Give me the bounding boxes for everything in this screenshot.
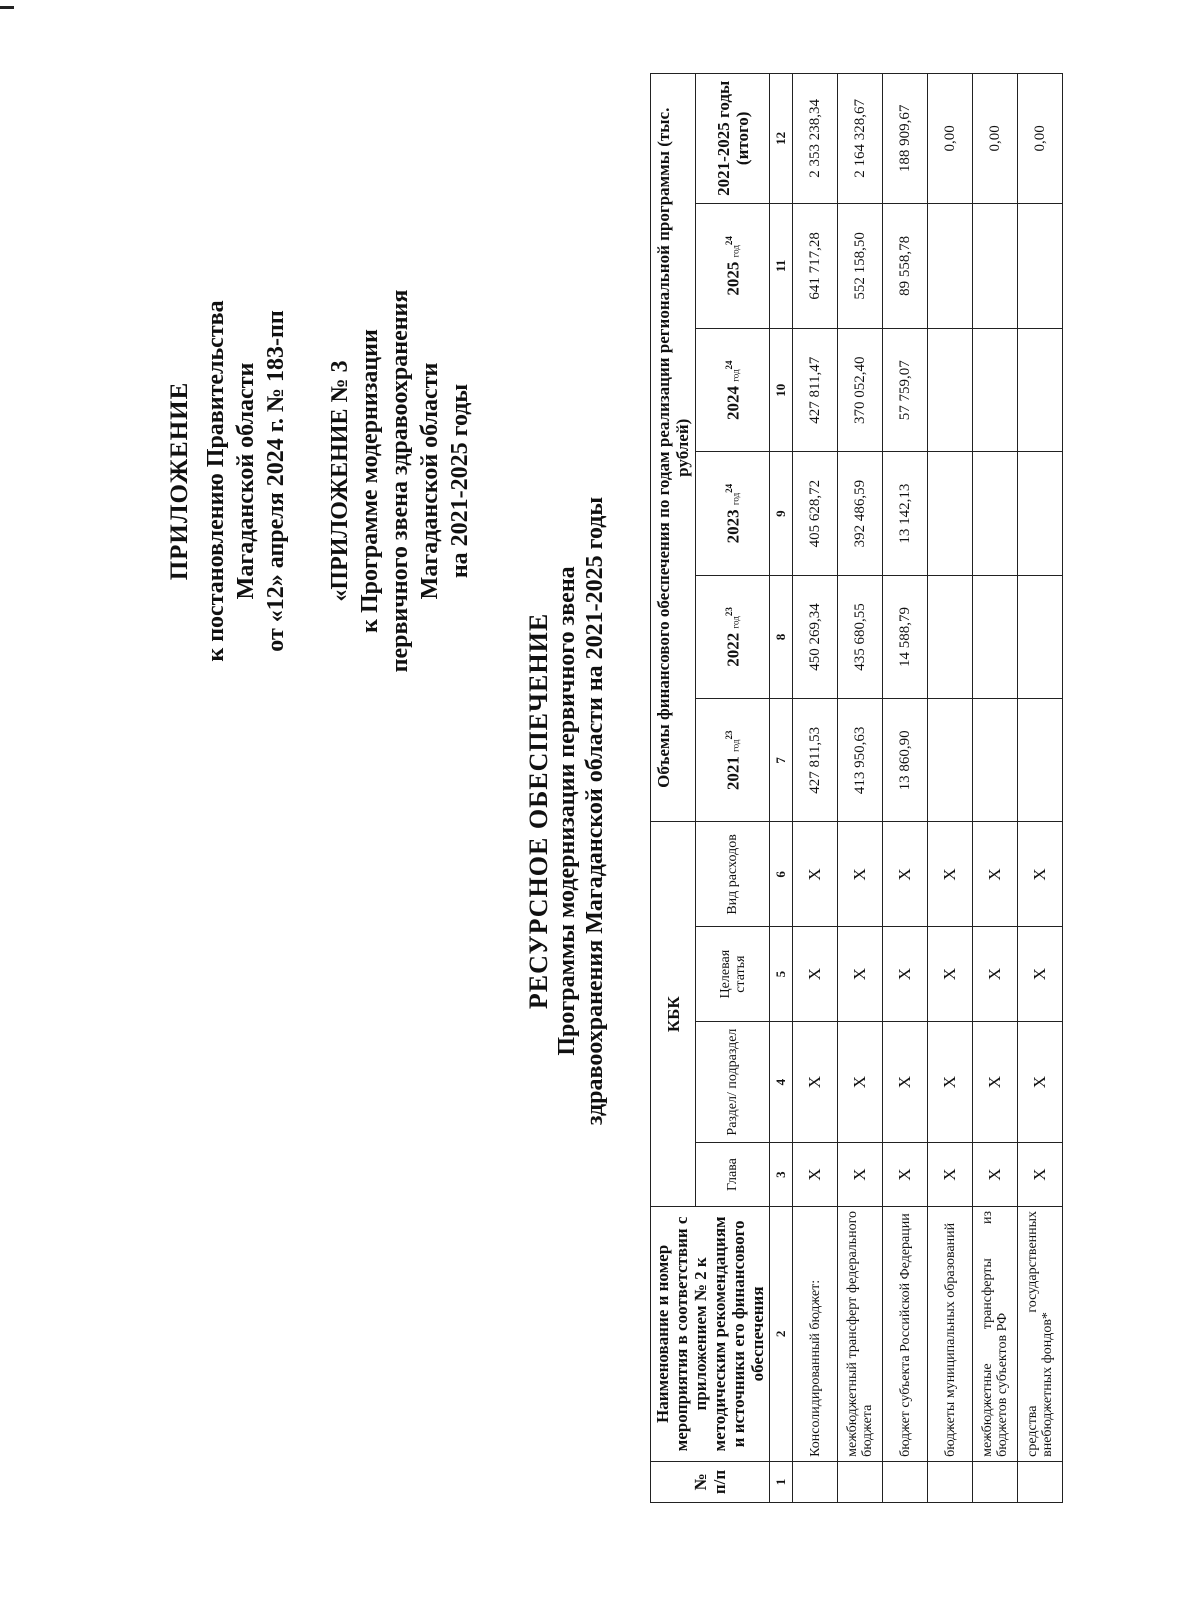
resolution-date: от «12» апреля 2024 г. № 183-пп [263, 310, 289, 652]
appendix-header [165, 241, 475, 721]
header-glava: Глава [696, 1143, 770, 1207]
row-celevaya: X [1018, 927, 1063, 1022]
row-year-value: 57 759,07 [883, 329, 928, 452]
column-number: 10 [770, 329, 793, 452]
resource-title: РЕСУРСНОЕ ОБЕСПЕЧЕНИЕ [524, 612, 553, 1010]
header-year-2024: 2024 год$^{24}$ [696, 329, 770, 452]
row-year-value: 14 588,79 [883, 575, 928, 698]
row-year-value: 552 158,50 [838, 203, 883, 328]
column-number: 6 [770, 822, 793, 927]
header-total: 2021-2025 годы (итого) [696, 74, 770, 204]
row-year-value [973, 575, 1018, 698]
column-number: 4 [770, 1021, 793, 1142]
row-year-value: 13 860,90 [883, 699, 928, 822]
appendix-title: ПРИЛОЖЕНИЕ [166, 381, 193, 581]
row-year-value: 450 269,34 [793, 575, 838, 698]
resource-subtitle-2: здравоохранения Магаданской области на 2021-2025 годы [582, 496, 608, 1126]
resolution-line-1: к постановлению Правительства [203, 300, 229, 662]
row-year-value: 641 717,28 [793, 203, 838, 328]
row-razdel: X [928, 1021, 973, 1142]
row-year-value [928, 329, 973, 452]
document-page [50, 51, 1150, 1571]
row-name: средства государственных внебюджетных фондов* [1018, 1206, 1063, 1461]
row-name: межбюджетные трансферты из бюджетов субъектов РФ [973, 1206, 1018, 1461]
program-line-3: Магаданской области [417, 362, 443, 600]
row-vid: X [838, 822, 883, 927]
header-name: Наименование и номер мероприятия в соответствии с приложением № 2 к методическим рекомендациям и источники его финансового обеспечения [651, 1206, 770, 1461]
row-num [793, 1461, 838, 1502]
column-number: 12 [770, 74, 793, 204]
table-row [793, 74, 838, 1503]
column-number: 5 [770, 927, 793, 1022]
header-year-2025: 2025 год$^{24}$ [696, 203, 770, 328]
appendix-number: «ПРИЛОЖЕНИЕ № 3 [327, 360, 353, 602]
row-glava: X [973, 1143, 1018, 1207]
resource-title-block [525, 51, 609, 1571]
row-razdel: X [1018, 1021, 1063, 1142]
row-year-value: 413 950,63 [838, 699, 883, 822]
table-row [928, 74, 973, 1503]
header-volumes: Объемы финансового обеспечения по годам реализации региональной программы (тыс. рублей) [651, 74, 696, 822]
row-total: 0,00 [973, 74, 1018, 204]
resolution-line-2: Магаданской области [233, 362, 259, 600]
row-year-value: 427 811,47 [793, 329, 838, 452]
table-row [1018, 74, 1063, 1503]
row-year-value [973, 452, 1018, 575]
row-razdel: X [973, 1021, 1018, 1142]
row-glava: X [838, 1143, 883, 1207]
row-year-value [973, 203, 1018, 328]
row-year-value [928, 575, 973, 698]
row-name: бюджет субъекта Российской Федерации [883, 1206, 928, 1461]
column-number: 1 [770, 1461, 793, 1502]
row-vid: X [883, 822, 928, 927]
row-total: 0,00 [1018, 74, 1063, 204]
row-year-value [973, 329, 1018, 452]
row-total: 188 909,67 [883, 74, 928, 204]
row-glava: X [793, 1143, 838, 1207]
row-year-value: 89 558,78 [883, 203, 928, 328]
row-vid: X [793, 822, 838, 927]
table-row [838, 74, 883, 1503]
row-razdel: X [883, 1021, 928, 1142]
row-year-value [928, 699, 973, 822]
column-number: 7 [770, 699, 793, 822]
row-year-value: 405 628,72 [793, 452, 838, 575]
row-year-value: 392 486,59 [838, 452, 883, 575]
header-vid: Вид расходов [696, 822, 770, 927]
row-num [973, 1461, 1018, 1502]
row-razdel: X [793, 1021, 838, 1142]
table-row [973, 74, 1018, 1503]
row-num [1018, 1461, 1063, 1502]
program-line-2: первичного звена здравоохранения [387, 289, 413, 673]
row-year-value: 435 680,55 [838, 575, 883, 698]
row-num [838, 1461, 883, 1502]
row-celevaya: X [973, 927, 1018, 1022]
row-celevaya: X [793, 927, 838, 1022]
column-number: 11 [770, 203, 793, 328]
row-vid: X [1018, 822, 1063, 927]
row-year-value [973, 699, 1018, 822]
header-year-2022: 2022 год$^{23}$ [696, 575, 770, 698]
row-glava: X [883, 1143, 928, 1207]
row-celevaya: X [883, 927, 928, 1022]
row-num [928, 1461, 973, 1502]
header-year-2021: 2021 год$^{23}$ [696, 699, 770, 822]
scan-mark [0, 6, 14, 9]
row-total: 0,00 [928, 74, 973, 204]
row-year-value: 370 052,40 [838, 329, 883, 452]
header-kbk: КБК [651, 822, 696, 1206]
row-year-value [1018, 699, 1063, 822]
row-total: 2 353 238,34 [793, 74, 838, 204]
header-razdel: Раздел/ подраздел [696, 1021, 770, 1142]
row-celevaya: X [838, 927, 883, 1022]
row-name: межбюджетный трансферт федерального бюджета [838, 1206, 883, 1461]
column-number: 8 [770, 575, 793, 698]
table-row [883, 74, 928, 1503]
header-celevaya: Целевая статья [696, 927, 770, 1022]
resource-table [650, 73, 1063, 1503]
row-year-value [928, 452, 973, 575]
program-line-1: к Программе модернизации [357, 329, 383, 633]
header-year-2023: 2023 год$^{24}$ [696, 452, 770, 575]
row-celevaya: X [928, 927, 973, 1022]
row-year-value: 427 811,53 [793, 699, 838, 822]
row-razdel: X [838, 1021, 883, 1142]
program-line-4: на 2021-2025 годы [447, 383, 473, 579]
row-year-value [1018, 452, 1063, 575]
row-year-value: 13 142,13 [883, 452, 928, 575]
row-vid: X [973, 822, 1018, 927]
header-num: № п/п [651, 1461, 770, 1502]
column-number: 3 [770, 1143, 793, 1207]
column-number: 2 [770, 1206, 793, 1461]
row-year-value [928, 203, 973, 328]
row-name: Консолидированный бюджет: [793, 1206, 838, 1461]
column-number: 9 [770, 452, 793, 575]
row-name: бюджеты муниципальных образований [928, 1206, 973, 1461]
column-number-row [770, 74, 793, 1503]
row-num [883, 1461, 928, 1502]
row-vid: X [928, 822, 973, 927]
row-year-value [1018, 329, 1063, 452]
row-year-value [1018, 203, 1063, 328]
resource-subtitle-1: Программы модернизации первичного звена [554, 566, 580, 1056]
row-total: 2 164 328,67 [838, 74, 883, 204]
row-year-value [1018, 575, 1063, 698]
row-glava: X [1018, 1143, 1063, 1207]
row-glava: X [928, 1143, 973, 1207]
